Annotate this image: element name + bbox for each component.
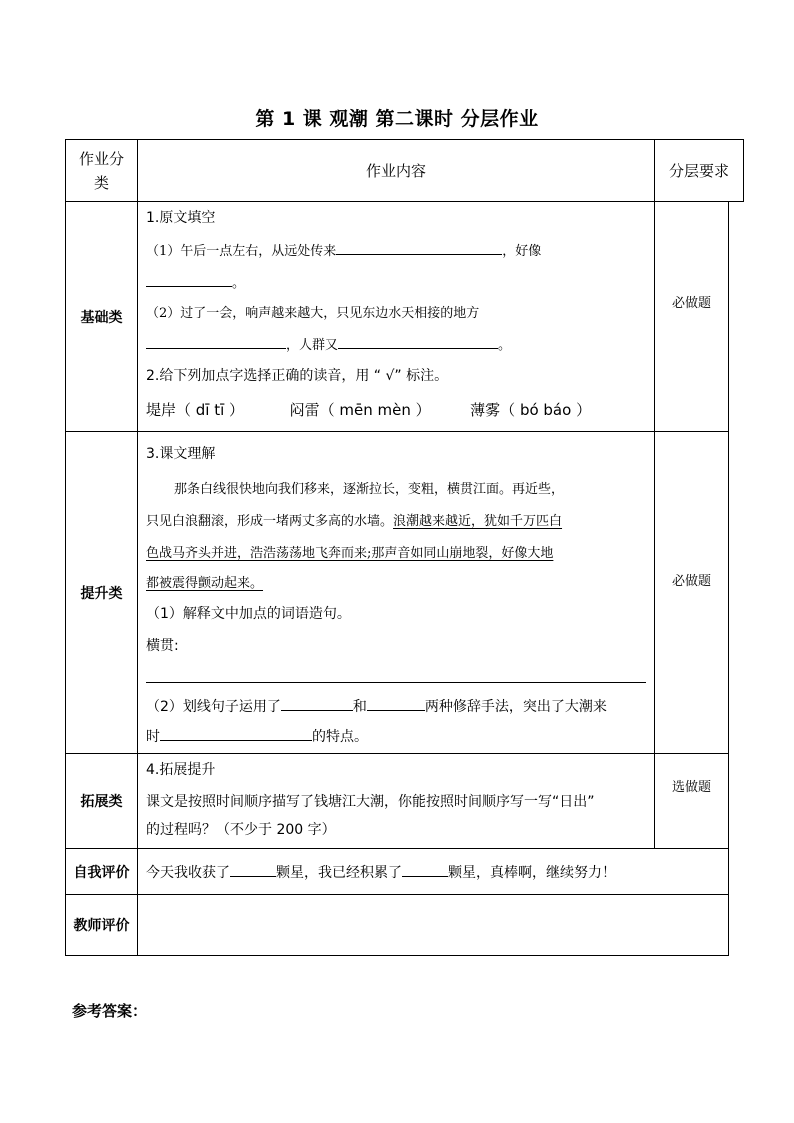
self-category-label: 自我评价 [73, 864, 130, 881]
self-text-prefix: 今天我收获了 [146, 865, 230, 881]
header-category [65, 139, 138, 202]
q3-2-and: 和 [352, 699, 367, 715]
teacher-content[interactable] [137, 894, 729, 956]
self-blank-1[interactable] [230, 862, 276, 877]
teacher-category-label: 教师评价 [73, 918, 130, 934]
self-blank-2[interactable] [402, 862, 448, 877]
q1-1 [146, 240, 541, 262]
q3-2-suffix: 两种修辞手法，突出了大潮来 [424, 699, 607, 715]
q3-2-blank-3[interactable] [160, 726, 312, 741]
basic-category [65, 201, 138, 432]
header-requirement [654, 139, 744, 202]
answer-label: 参考答案： [72, 1002, 148, 1020]
q3-1-word: 横贯: [146, 638, 179, 654]
q4-line-2: 的过程吗？（不少于 200 字） [146, 822, 336, 838]
passage-line-2-underlined: 浪潮越来越近，犹如千万匹白 [393, 514, 563, 529]
passage-line-2-plain: 只见白浪翻滚，形成一堵两丈多高的水墙。 [146, 514, 394, 529]
advance-requirement-label: 必做题 [671, 574, 711, 589]
extend-content [137, 753, 655, 849]
passage-line-1: 那条白线很快地向我们移来，逐渐拉长，变粗，横贯江面。再近些， [174, 482, 565, 497]
q3-1-answer-line[interactable] [146, 682, 646, 683]
q2-options [146, 400, 591, 420]
page-title: 第 1 课 观潮 第二课时 分层作业 [255, 108, 539, 130]
q1-title: 1.原文填空 [146, 210, 216, 226]
advance-content [137, 431, 655, 754]
advance-requirement [654, 431, 729, 754]
basic-content [137, 201, 655, 432]
q1-2-blank-2[interactable] [338, 334, 498, 349]
q1-1-end: 。 [232, 276, 246, 291]
advance-category [65, 431, 138, 754]
header-requirement-label: 分层要求 [668, 162, 729, 180]
q2-title: 2.给下列加点字选择正确的读音，用 “ √” 标注。 [146, 368, 449, 384]
extend-category [65, 753, 138, 849]
basic-category-label: 基础类 [80, 309, 123, 326]
header-category-line1: 作业分 [78, 149, 124, 168]
q1-1-cont [146, 272, 245, 294]
q3-1: （1）解释文中加点的词语造句。 [146, 606, 351, 622]
extend-requirement-label: 选做题 [671, 780, 711, 795]
q1-2: （2）过了一会，响声越来越大，只见东边水天相接的地方 [146, 306, 480, 321]
pinyin-option-1[interactable]: 堤岸（ dī tī ） [146, 401, 245, 419]
q3-title: 3.课文理解 [146, 446, 216, 462]
advance-category-label: 提升类 [80, 585, 123, 602]
q3-2-blank-1[interactable] [281, 696, 353, 711]
passage-line-3: 色战马齐头并进，浩浩荡荡地飞奔而来;那声音如同山崩地裂，好像大地 [146, 546, 554, 561]
self-content [137, 848, 729, 895]
q1-1-blank-2[interactable] [146, 272, 232, 287]
q1-2-cont [146, 334, 511, 356]
passage-line-4: 都被震得颤动起来。 [146, 576, 264, 591]
q1-2-blank-1[interactable] [146, 334, 286, 349]
q3-2-cont [146, 726, 368, 747]
header-content [137, 139, 655, 202]
basic-requirement-label: 必做题 [671, 296, 711, 311]
q1-1-prefix: （1）午后一点左右，从远处传来 [146, 244, 337, 259]
header-category-line2: 类 [93, 173, 109, 192]
q1-1-suffix: ，好像 [502, 244, 542, 259]
extend-requirement [654, 753, 729, 849]
q3-2-prefix: （2）划线句子运用了 [146, 699, 281, 715]
basic-requirement [654, 201, 729, 432]
self-text [146, 862, 616, 883]
self-category [65, 848, 138, 895]
pinyin-option-3[interactable]: 薄雾（ bó báo ） [470, 401, 592, 419]
q1-2-mid: ，人群又 [286, 338, 339, 353]
q3-2 [146, 696, 607, 717]
q4-line-1: 课文是按照时间顺序描写了钱塘江大潮，你能按照时间顺序写一写“日出” [146, 794, 595, 810]
pinyin-option-2[interactable]: 闷雷（ mēn mèn ） [289, 401, 431, 419]
q1-2-end: 。 [498, 338, 512, 353]
q3-2-blank-2[interactable] [367, 696, 425, 711]
q4-title: 4.拓展提升 [146, 762, 216, 778]
q1-1-blank-1[interactable] [336, 240, 502, 255]
q3-2-line2-suffix: 的特点。 [312, 729, 368, 745]
extend-category-label: 拓展类 [80, 794, 123, 810]
self-text-mid: 颗星，我已经积累了 [276, 865, 402, 881]
teacher-category [65, 894, 138, 956]
passage-line-2 [146, 512, 562, 532]
header-content-label: 作业内容 [365, 162, 426, 180]
q3-2-line2-prefix: 时 [146, 729, 160, 745]
self-text-suffix: 颗星，真棒啊，继续努力！ [448, 865, 616, 881]
